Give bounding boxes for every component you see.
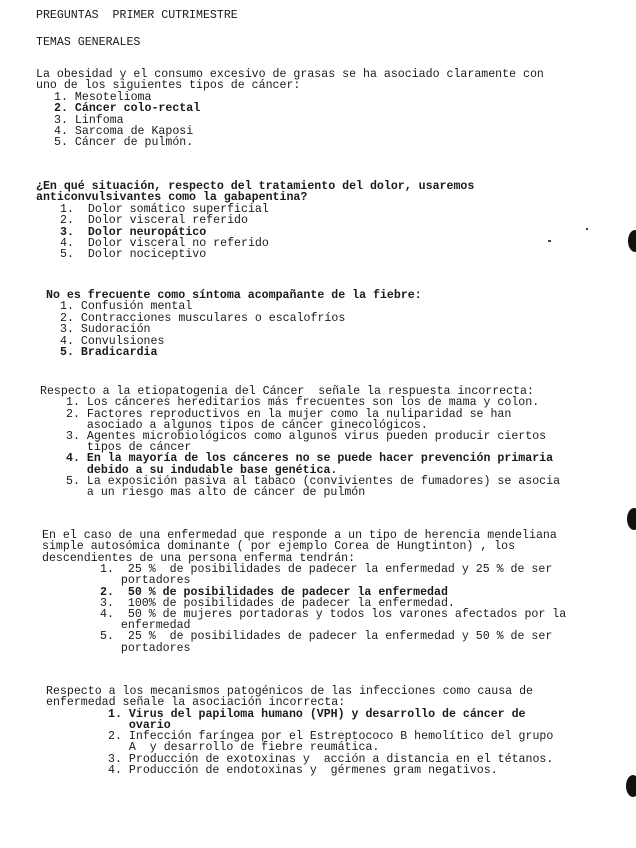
question-stem: Respecto a la etiopatogenia del Cáncer señale la respuesta incorrecta: [40,385,534,398]
option-correct: 2. Cáncer colo-rectal [54,102,201,116]
option: 3. 100% de posibilidades de padecer la enfermedad. [100,596,455,610]
option-correct: 3. Dolor neuropático [60,225,207,239]
option: 3. Sudoración [60,323,151,337]
option: 2. Dolor visceral referido [60,214,248,228]
option: 3. Agentes microbiológicos como algunos virus pueden producir ciertos tipos de cáncer [66,430,547,455]
option: 5. Cáncer de pulmón. [54,136,194,150]
option-list [54,92,544,149]
option-correct: 4. En la mayoría de los cánceres no se puede hacer prevención primaria debido a su indudable base genética. [66,452,554,477]
binder-hole-mark [626,775,636,797]
option: 4. 50 % de mujeres portadoras y todos los varones afectados por la enfermedad [100,608,567,633]
option: 5. 25 % de posibilidades de padecer la enfermedad y 50 % de ser portadores [100,630,553,655]
question-3 [46,290,422,358]
question-4 [40,386,560,498]
question-6 [46,686,553,776]
option: 1. Mesotelioma [54,90,152,104]
option-list [100,564,566,654]
question-stem: ¿En qué situación, respecto del tratamiento del dolor, usaremos anticonvulsivantes como la gabapentina? [36,180,475,205]
section-heading: TEMAS GENERALES [36,36,141,49]
question-stem: Respecto a los mecanismos patogénicos de las infecciones como causa de enfermedad señale la asociación incorrecta: [46,685,534,710]
option: 1. Dolor somático superficial [60,202,269,216]
question-5 [42,530,566,654]
scan-speck [548,240,551,242]
option: 3. Linfoma [54,113,124,127]
option: 4. Sarcoma de Kaposi [54,125,194,139]
page-title: PREGUNTAS PRIMER CUTRIMESTRE [36,9,238,22]
option: 4. Convulsiones [60,334,165,348]
binder-hole-mark [628,230,636,252]
option: 5. Dolor nociceptivo [60,248,207,262]
option-correct: 5. Bradicardia [60,346,158,360]
option: 1. Los cánceres hereditarios más frecuentes son los de mama y colon. [66,396,540,410]
option-list [108,709,553,776]
option-list [60,301,422,358]
option: 4. Producción de endotoxinas y gérmenes gram negativos. [108,763,498,777]
option: 1. 25 % de posibilidades de padecer la enfermedad y 25 % de ser portadores [100,563,553,588]
option: 2. Contracciones musculares o escalofríos [60,311,346,325]
question-stem: En el caso de una enfermedad que responde a un tipo de herencia mendeliana simple autosómica dominante ( por ejemplo Corea de Hungtinton) , los descendientes de una persona enferma tendrán: [42,529,557,565]
scan-speck [586,228,588,230]
question-stem: No es frecuente como síntoma acompañante de la fiebre: [46,289,422,302]
question-stem: La obesidad y el consumo excesivo de grasas se ha asociado claramente con uno de los siguientes tipos de cáncer: [36,68,544,93]
option-correct: 1. Virus del papiloma humano (VPH) y desarrollo de cáncer de ovario [108,707,526,733]
question-1 [36,69,544,149]
option-correct: 2. 50 % de posibilidades de padecer la enfermedad [100,585,448,599]
option-list [66,397,560,498]
option: 4. Dolor visceral no referido [60,237,269,251]
option: 2. Factores reproductivos en la mujer como la nuliparidad se han asociado a algunos tipos de cáncer ginecológicos. [66,407,512,432]
question-2 [36,181,474,261]
option-list [60,204,474,261]
binder-hole-mark [627,508,636,530]
option: 3. Producción de exotoxinas y acción a distancia en el tétanos. [108,752,554,766]
option: 5. La exposición pasiva al tabaco (convivientes de fumadores) se asocia a un riesgo mas alto de cáncer de pulmón [66,474,561,500]
option: 2. Infección faríngea por el Estreptococo B hemolítico del grupo A y desarrollo de fiebre reumática. [108,730,554,755]
option: 1. Confusión mental [60,300,193,314]
